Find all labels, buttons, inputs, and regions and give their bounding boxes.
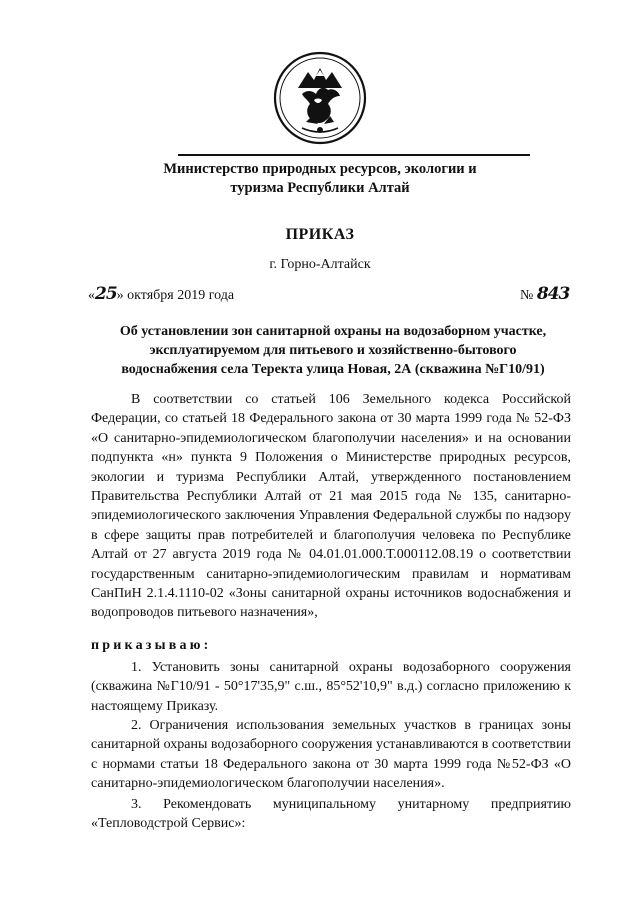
document-type: ПРИКАЗ	[285, 226, 355, 243]
date-close-quote: »	[116, 288, 124, 303]
date-day-handwritten: 25	[95, 284, 117, 304]
order-word: приказываю:	[91, 638, 212, 653]
number-value-handwritten: 843	[536, 284, 570, 304]
preamble-paragraph: В соответствии со статьей 106 Земельного кодекса Российской Федерации, со статьей 18 Федерального закона от 30 марта 1999 года № 52-ФЗ «О санитарно-эпидемиологическом благополучии населения» и на основании подпункта «н» пункта 9 Положения о Министерстве природных ресурсов, экологии и туризма Республики Алтай, утвержденного постановлением Правительства Республики Алтай от 21 мая 2015 года № 135, санитарно-эпидемиологического заключения Управления Федеральной службы по надзору в сфере защиты прав потребителей и благополучия человека по Республике Алтай от 27 августа 2019 года № 04.01.01.000.Т.000112.08.19 о соответствии государственным санитарно-эпидемиологическим правилам и нормативам СанПиН 2.1.4.1110-02 «Зоны санитарной охраны источников водоснабжения и водопроводов питьевого назначения»,	[91, 392, 571, 621]
title-line-2: эксплуатируемом для питьевого и хозяйственно-бытового	[149, 343, 517, 358]
coat-of-arms-emblem-icon	[272, 50, 368, 146]
ministry-name	[0, 160, 640, 198]
header-divider	[178, 154, 530, 156]
document-number	[520, 284, 569, 304]
order-item-1: 1. Установить зоны санитарной охраны водозаборного сооружения (скважина №Г10/91 - 50°17'35,9" с.ш., 85°52'10,9" в.д.) согласно приложению к настоящему Приказу.	[91, 660, 571, 714]
date-month-year: октября 2019 года	[127, 288, 235, 303]
order-item-3: 3. Рекомендовать муниципальному унитарному предприятию «Тепловодстрой Сервис»:	[91, 797, 571, 832]
number-label: №	[520, 288, 534, 303]
document-date	[88, 284, 234, 304]
ministry-line-2: туризма Республики Алтай	[230, 180, 410, 196]
date-open-quote: «	[88, 288, 95, 303]
city: г. Горно-Алтайск	[269, 257, 371, 272]
title-line-1: Об установлении зон санитарной охраны на водозаборном участке,	[119, 324, 547, 339]
order-item-2: 2. Ограничения использования земельных участков в границах зоны санитарной охраны водозаборного сооружения устанавливаются в соответствии с нормами статьи 18 Федерального закона от 30 марта 1999 года №52-ФЗ «О санитарно-эпидемиологическом благополучии населения».	[91, 718, 571, 792]
document-title	[96, 322, 570, 379]
title-line-3: водоснабжения села Теректа улица Новая, 2А (скважина №Г10/91)	[121, 362, 545, 377]
ministry-line-1: Министерство природных ресурсов, экологии и	[163, 161, 477, 177]
